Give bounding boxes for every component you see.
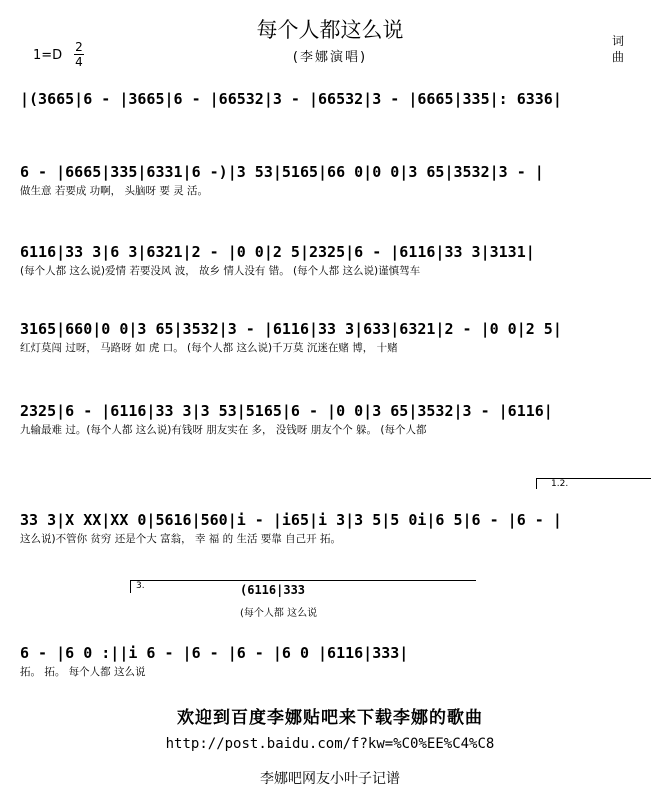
time-signature-bottom: 4 — [75, 55, 83, 69]
score-line-7 — [20, 638, 644, 682]
score-line-5 — [20, 396, 644, 440]
notation-line: 3165|660|0 0|3 65|3532|3 - |6116|33 3|633|6321|2 - |0 0|2 5| — [20, 320, 562, 338]
score-line-1 — [20, 84, 644, 128]
key-signature: 1=D — [33, 48, 63, 63]
echo-lyric: (每个人都 这么说 — [240, 608, 318, 619]
lyric-line: 拓。 拓。 每个人都 这么说 — [20, 666, 146, 678]
notation-line: 6 - |6 0 :||i 6 - |6 - |6 - |6 0 |6116|333| — [20, 644, 409, 662]
volta-bracket-1-2: 1.2. — [536, 478, 651, 489]
echo-notation: (6116|333 — [240, 583, 306, 597]
time-signature — [74, 40, 84, 69]
credits-label: 词 曲 — [611, 34, 624, 64]
lyric-line: 九输最难 过。(每个人都 这么说)有钱呀 朋友实在 多， 没钱呀 朋友个个 躲。 (每个人都 — [20, 424, 427, 436]
footer-banner: 欢迎到百度李娜贴吧来下载李娜的歌曲 — [177, 708, 483, 728]
lyric-line: 这么说)不管你 贫穷 还是个大 富翁， 幸 福 的 生活 要靠 自己开 拓。 — [20, 533, 341, 545]
score-line-6 — [20, 505, 644, 549]
notation-line: 6116|33 3|6 3|6321|2 - |0 0|2 5|2325|6 - |6116|33 3|3131| — [20, 243, 535, 261]
notation-line: |(3665|6 - |3665|6 - |66532|3 - |66532|3 - |6665|335|: 6336| — [20, 90, 562, 108]
time-signature-top: 2 — [75, 40, 83, 54]
notation-line: 2325|6 - |6116|33 3|3 53|5165|6 - |0 0|3 65|3532|3 - |6116| — [20, 402, 553, 420]
song-subtitle: (李娜演唱) — [292, 50, 368, 65]
notation-line: 6 - |6665|335|6331|6 -)|3 53|5165|66 0|0 0|3 65|3532|3 - | — [20, 163, 544, 181]
score-line-3 — [20, 237, 644, 281]
lyric-line: 红灯莫闯 过呀， 马路呀 如 虎 口。 (每个人都 这么说)千万莫 沉迷在赌 博， 十赌 — [20, 342, 398, 354]
footer-scribe: 李娜吧网友小叶子记谱 — [260, 771, 400, 787]
score-line-4 — [20, 314, 644, 358]
notation-line: 33 3|X XX|XX 0|5616|560|i - |i65|i 3|3 5|5 0i|6 5|6 - |6 - | — [20, 511, 562, 529]
footer-url: http://post.baidu.com/f?kw=%C0%EE%C4%C8 — [165, 736, 495, 752]
song-title: 每个人都这么说 — [256, 18, 404, 42]
score-line-2 — [20, 157, 644, 201]
lyric-line: 做生意 若要成 功啊， 头脑呀 要 灵 活。 — [20, 185, 209, 197]
lyric-line: (每个人都 这么说)爱情 若要没风 波， 故乡 情人没有 错。 (每个人都 这么说)谨慎驾车 — [20, 265, 421, 277]
volta-bracket-3: 3. — [130, 580, 476, 593]
